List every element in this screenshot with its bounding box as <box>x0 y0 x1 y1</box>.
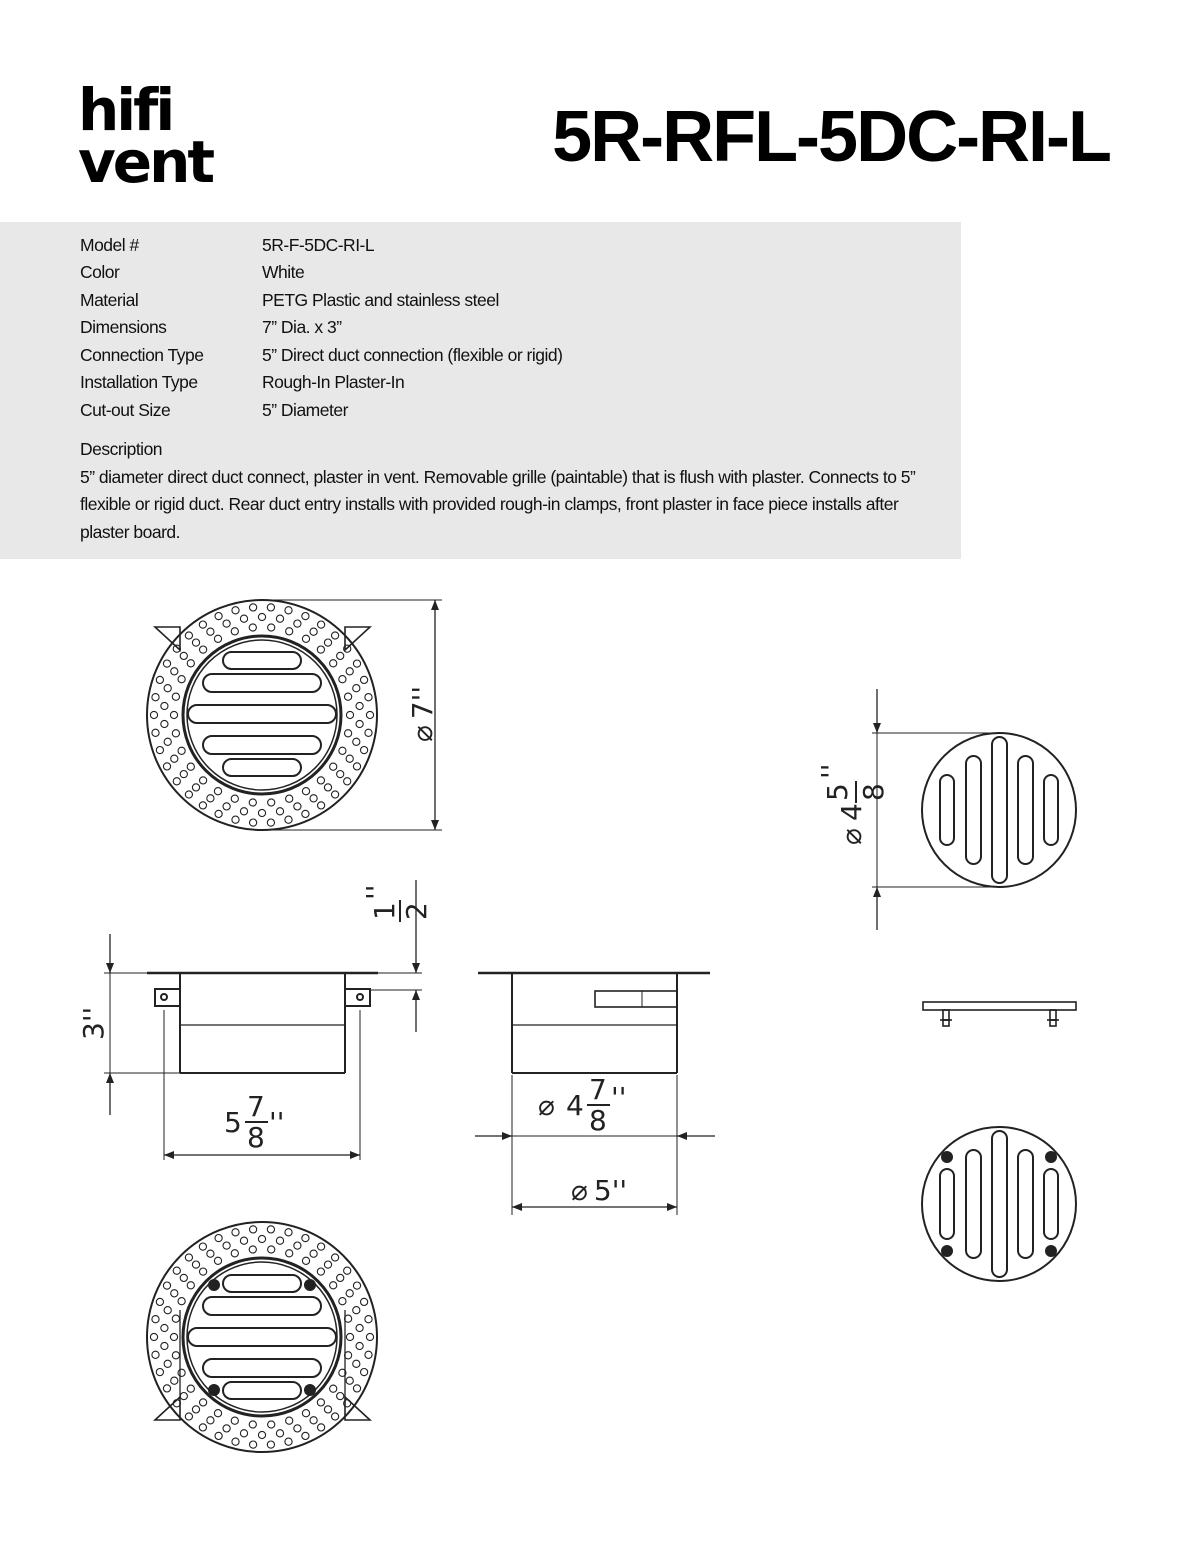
perforation-dot <box>178 1369 185 1376</box>
perforation-dot <box>286 628 293 635</box>
perforation-dot <box>339 1298 346 1305</box>
perforation-dot <box>324 784 331 791</box>
perforation-dot <box>150 1333 157 1340</box>
spec-label: Installation Type <box>80 372 198 392</box>
perforation-dot <box>346 668 353 675</box>
svg-text:2: 2 <box>400 902 433 920</box>
perforation-dot <box>215 1432 222 1439</box>
perforation-dot <box>346 755 353 762</box>
perforation-dot <box>276 1237 283 1244</box>
perforation-dot <box>214 635 221 642</box>
perforation-dot <box>200 1399 207 1406</box>
perforation-dot <box>267 604 274 611</box>
perforation-dot <box>302 1432 309 1439</box>
grille-diameter-label <box>815 764 890 845</box>
page-title: 5R-RFL-5DC-RI-L <box>552 97 1110 177</box>
perforation-dot <box>353 738 360 745</box>
perforation-dot <box>214 788 221 795</box>
perforation-dot <box>240 1237 247 1244</box>
perforation-dot <box>302 810 309 817</box>
spec-value: White <box>262 262 305 282</box>
perforation-dot <box>339 676 346 683</box>
perforation-dot <box>192 639 199 646</box>
perforation-dot <box>231 1250 238 1257</box>
perforation-dot <box>258 809 265 816</box>
perforation-dot <box>267 1441 274 1448</box>
perforation-dot <box>250 819 257 826</box>
perforation-dot <box>330 1282 337 1289</box>
perforation-dot <box>353 1360 360 1367</box>
svg-text:'': '' <box>269 1106 285 1139</box>
perforation-dot <box>286 1417 293 1424</box>
description-heading: Description <box>80 439 163 459</box>
perforation-dot <box>285 1229 292 1236</box>
perforation-dot <box>317 646 324 653</box>
perforation-dot <box>337 1393 344 1400</box>
svg-text:⌀: ⌀ <box>538 1089 555 1122</box>
perforation-dot <box>337 771 344 778</box>
perforation-dot <box>294 1242 301 1249</box>
svg-text:5: 5 <box>224 1106 242 1139</box>
perforation-dot <box>240 615 247 622</box>
perforation-dot <box>207 1417 214 1424</box>
perforation-dot <box>200 646 207 653</box>
perforation-dot <box>302 788 309 795</box>
perforation-dot <box>332 632 339 639</box>
perforation-dot <box>185 1413 192 1420</box>
perforation-dot <box>310 795 317 802</box>
perforation-dot <box>156 1298 163 1305</box>
perforation-dot <box>163 1282 170 1289</box>
perforation-dot <box>302 1410 309 1417</box>
svg-text:8: 8 <box>589 1104 607 1137</box>
perforation-dot <box>164 685 171 692</box>
grille-face-view <box>872 689 1076 930</box>
perforation-dot <box>276 615 283 622</box>
body-width-label <box>224 1090 284 1154</box>
perforation-dot <box>171 668 178 675</box>
perforation-dot <box>366 1333 373 1340</box>
perforation-dot <box>366 711 373 718</box>
svg-text:4: 4 <box>566 1089 584 1122</box>
perforation-dot <box>285 816 292 823</box>
perforation-dot <box>353 1385 360 1392</box>
description-text: 5” diameter direct duct connect, plaster in vent. Removable grille (paintable) that is flush with plaster. Connects to 5” flexible or rigid duct. Rear duct entry installs with provided rough-in clamps, front plaster in face piece installs after plaster board. <box>80 466 916 542</box>
perforation-dot <box>161 1342 168 1349</box>
perforation-dot <box>215 613 222 620</box>
svg-text:'': '' <box>611 1081 627 1114</box>
perforation-dot <box>185 1254 192 1261</box>
perforation-dot <box>178 1298 185 1305</box>
perforation-dot <box>172 1315 179 1322</box>
perforation-dot <box>330 1385 337 1392</box>
spec-value: 5” Direct duct connection (flexible or rigid) <box>262 345 563 365</box>
perforation-dot <box>365 694 372 701</box>
perforation-dot <box>187 660 194 667</box>
perforation-dot <box>199 1243 206 1250</box>
svg-text:'': '' <box>815 763 848 779</box>
perforation-dot <box>346 1377 353 1384</box>
perforation-dot <box>353 685 360 692</box>
perforation-dot <box>232 1229 239 1236</box>
perforation-dot <box>231 628 238 635</box>
perforation-dot <box>276 1430 283 1437</box>
perforation-dot <box>317 777 324 784</box>
perforation-dot <box>180 1274 187 1281</box>
perforation-dot <box>163 1385 170 1392</box>
perforation-dot <box>199 621 206 628</box>
perforation-dot <box>180 652 187 659</box>
perforation-dot <box>223 620 230 627</box>
perforation-dot <box>353 660 360 667</box>
perforation-dot <box>240 808 247 815</box>
perforation-dot <box>163 660 170 667</box>
perforation-dot <box>318 621 325 628</box>
perforation-dot <box>346 1333 353 1340</box>
perforation-dot <box>164 1360 171 1367</box>
perforation-dot <box>170 1333 177 1340</box>
perforation-dot <box>330 763 337 770</box>
bottom-view-drawing <box>147 1222 377 1452</box>
perforation-dot <box>361 1298 368 1305</box>
perforation-dot <box>199 802 206 809</box>
perforation-dot <box>332 1413 339 1420</box>
perforation-dot <box>187 1385 194 1392</box>
svg-text:5: 5 <box>821 783 854 801</box>
spec-label: Dimensions <box>80 317 167 337</box>
spec-value: 5” Diameter <box>262 400 348 420</box>
svg-text:8: 8 <box>857 783 890 801</box>
perforation-dot <box>346 711 353 718</box>
svg-text:1: 1 <box>368 902 401 920</box>
perforation-dot <box>200 777 207 784</box>
perforation-dot <box>318 1243 325 1250</box>
svg-text:'': '' <box>360 884 393 900</box>
perforation-dot <box>249 799 256 806</box>
perforation-dot <box>152 694 159 701</box>
perforation-dot <box>156 676 163 683</box>
perforation-dot <box>302 613 309 620</box>
perforation-dot <box>361 676 368 683</box>
perforation-dot <box>268 799 275 806</box>
perforation-dot <box>317 1268 324 1275</box>
perforation-dot <box>324 1406 331 1413</box>
perforation-dot <box>223 1425 230 1432</box>
perforation-dot <box>152 1316 159 1323</box>
perforation-dot <box>231 1417 238 1424</box>
perforation-dot <box>356 1324 363 1331</box>
perforation-dot <box>172 1352 179 1359</box>
perforation-dot <box>173 1267 180 1274</box>
perforation-dot <box>192 1406 199 1413</box>
perforation-dot <box>353 763 360 770</box>
perforation-dot <box>156 1369 163 1376</box>
perforation-dot <box>285 607 292 614</box>
perforation-dot <box>356 702 363 709</box>
perforation-dot <box>215 810 222 817</box>
perforation-dot <box>268 624 275 631</box>
perforation-dot <box>302 1257 309 1264</box>
perforation-dot <box>232 607 239 614</box>
perforation-dot <box>214 1410 221 1417</box>
perforation-dot <box>258 1431 265 1438</box>
spec-label: Material <box>80 290 139 310</box>
perforation-dot <box>231 795 238 802</box>
perforation-dot <box>232 816 239 823</box>
perforation-dot <box>223 803 230 810</box>
perforation-dot <box>339 747 346 754</box>
spec-label: Cut-out Size <box>80 400 171 420</box>
perforation-dot <box>207 1250 214 1257</box>
perforation-dot <box>361 1369 368 1376</box>
perforation-dot <box>346 1290 353 1297</box>
perforation-dot <box>172 730 179 737</box>
duct-diameter-label: ⌀ 5'' <box>571 1174 628 1207</box>
perforation-dot <box>223 1242 230 1249</box>
perforation-dot <box>173 778 180 785</box>
perforation-dot <box>286 1250 293 1257</box>
perforation-dot <box>207 795 214 802</box>
spec-label: Color <box>80 262 120 282</box>
perforation-dot <box>317 1399 324 1406</box>
perforation-dot <box>250 1226 257 1233</box>
perforation-dot <box>161 702 168 709</box>
overall-diameter-label: ⌀7'' <box>406 685 439 742</box>
perforation-dot <box>240 1430 247 1437</box>
perforation-dot <box>171 755 178 762</box>
perforation-dot <box>365 1351 372 1358</box>
perforation-dot <box>268 1421 275 1428</box>
perforation-dot <box>172 693 179 700</box>
perforation-dot <box>302 1235 309 1242</box>
perforation-dot <box>318 802 325 809</box>
grille-back-view <box>922 1127 1076 1281</box>
perforation-dot <box>267 1226 274 1233</box>
perforation-dot <box>337 1274 344 1281</box>
svg-text:7: 7 <box>247 1090 265 1123</box>
perforation-dot <box>200 1268 207 1275</box>
perforation-dot <box>268 1246 275 1253</box>
perforation-dot <box>310 1250 317 1257</box>
body-height-label: 3'' <box>77 1006 110 1040</box>
perforation-dot <box>180 1393 187 1400</box>
perforation-dot <box>318 1424 325 1431</box>
svg-text:⌀: ⌀ <box>835 828 868 845</box>
perforation-dot <box>156 747 163 754</box>
perforation-dot <box>164 738 171 745</box>
flange-height-label <box>360 885 433 922</box>
perforation-dot <box>344 1267 351 1274</box>
perforation-dot <box>152 729 159 736</box>
perforation-dot <box>337 652 344 659</box>
spec-value: 7” Dia. x 3” <box>262 317 342 337</box>
perforation-dot <box>249 1246 256 1253</box>
perforation-dot <box>178 747 185 754</box>
perforation-dot <box>285 1438 292 1445</box>
perforation-dot <box>249 1421 256 1428</box>
perforation-dot <box>294 1425 301 1432</box>
perforation-dot <box>310 1417 317 1424</box>
perforation-dot <box>365 1316 372 1323</box>
perforation-dot <box>214 1257 221 1264</box>
perforation-dot <box>180 771 187 778</box>
perforation-dot <box>332 1254 339 1261</box>
perforation-dot <box>258 1235 265 1242</box>
perforation-dot <box>344 778 351 785</box>
perforation-dot <box>192 1261 199 1268</box>
perforation-dot <box>324 1261 331 1268</box>
perforation-dot <box>215 1235 222 1242</box>
perforation-dot <box>361 747 368 754</box>
svg-text:4: 4 <box>835 803 868 821</box>
perforation-dot <box>232 1438 239 1445</box>
logo-line-1: hifi <box>78 76 173 144</box>
logo-line-2: vent <box>78 128 213 196</box>
perforation-dot <box>250 604 257 611</box>
perforation-dot <box>330 660 337 667</box>
svg-text:7: 7 <box>589 1073 607 1106</box>
spec-label: Model # <box>80 235 139 255</box>
svg-text:8: 8 <box>247 1121 265 1154</box>
perforation-dot <box>161 720 168 727</box>
perforation-dot <box>163 763 170 770</box>
spec-value: PETG Plastic and stainless steel <box>262 290 499 310</box>
spec-value: 5R-F-5DC-RI-L <box>262 235 375 255</box>
top-view-drawing <box>147 600 442 830</box>
perforation-dot <box>345 730 352 737</box>
perforation-dot <box>185 632 192 639</box>
perforation-dot <box>286 795 293 802</box>
perforation-dot <box>207 628 214 635</box>
perforation-dot <box>332 791 339 798</box>
perforation-dot <box>187 763 194 770</box>
perforation-dot <box>353 1282 360 1289</box>
perforation-dot <box>302 635 309 642</box>
perforation-dot <box>171 1377 178 1384</box>
perforation-dot <box>324 639 331 646</box>
perforation-dot <box>199 1424 206 1431</box>
perforation-dot <box>356 1342 363 1349</box>
perforation-dot <box>353 1307 360 1314</box>
perforation-dot <box>164 1307 171 1314</box>
perforation-dot <box>178 676 185 683</box>
perforation-dot <box>276 808 283 815</box>
perforation-dot <box>150 711 157 718</box>
perforation-dot <box>365 729 372 736</box>
perforation-dot <box>152 1351 159 1358</box>
collar-diameter-label <box>538 1073 626 1137</box>
perforation-dot <box>250 1441 257 1448</box>
perforation-dot <box>170 711 177 718</box>
perforation-dot <box>294 803 301 810</box>
perforation-dot <box>267 819 274 826</box>
grille-side-profile <box>923 1002 1076 1026</box>
spec-label: Connection Type <box>80 345 204 365</box>
perforation-dot <box>294 620 301 627</box>
perforation-dot <box>192 784 199 791</box>
perforation-dot <box>161 1324 168 1331</box>
perforation-dot <box>310 628 317 635</box>
perforation-dot <box>345 693 352 700</box>
perforation-dot <box>185 791 192 798</box>
perforation-dot <box>258 613 265 620</box>
spec-value: Rough-In Plaster-In <box>262 372 405 392</box>
perforation-dot <box>249 624 256 631</box>
perforation-dot <box>187 1282 194 1289</box>
perforation-dot <box>356 720 363 727</box>
perforation-dot <box>171 1290 178 1297</box>
